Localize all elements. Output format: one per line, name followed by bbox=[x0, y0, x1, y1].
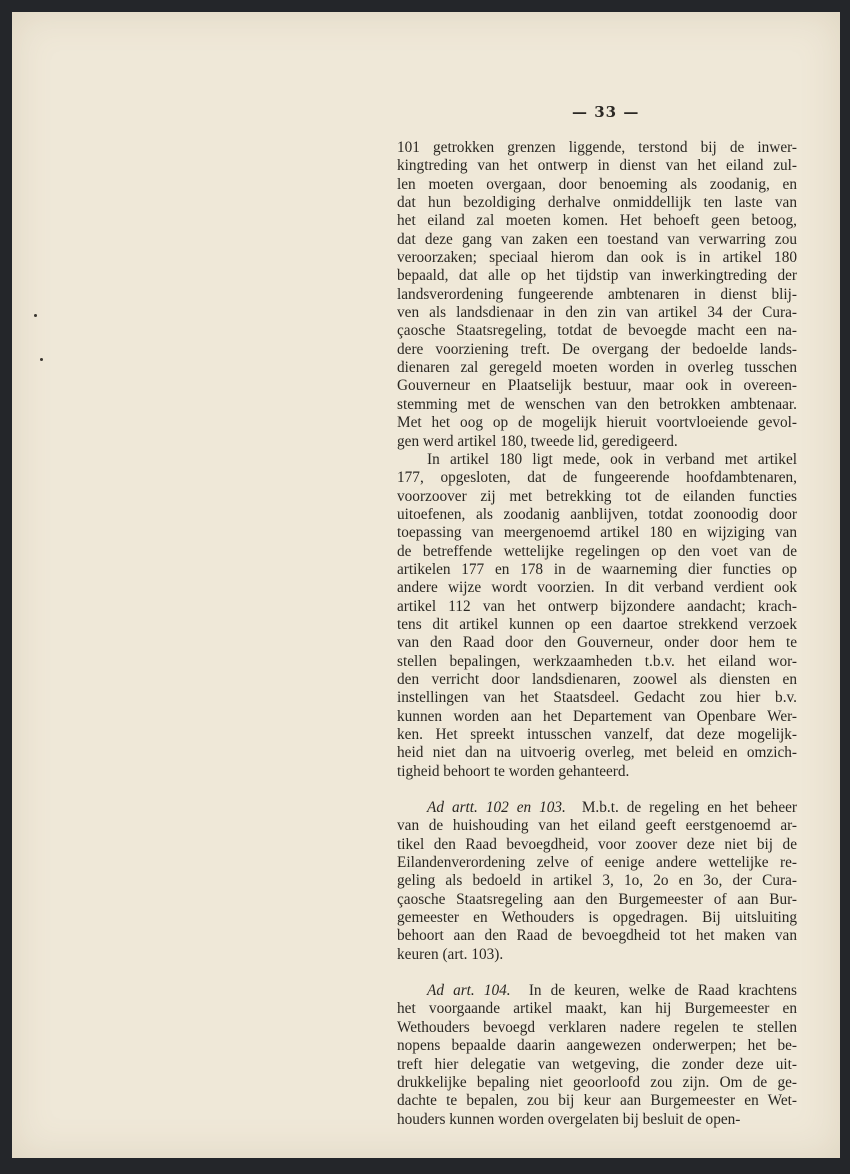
text-line: M.b.t. de regeling en het beheer bbox=[581, 799, 797, 817]
page-number: — 33 — bbox=[572, 103, 640, 121]
text-line: 177, opgesloten, dat de fungeerende hoofdambtenaren, bbox=[397, 469, 797, 487]
paragraph-2 bbox=[397, 451, 797, 781]
text-line: andere wijze wordt voorzien. In dit verband verdient ook bbox=[397, 579, 797, 597]
text-line: houders kunnen worden overgelaten bij besluit de open- bbox=[397, 1110, 741, 1128]
text-line: tikel den Raad bevoegdheid, voor zoover deze niet bij de bbox=[397, 835, 797, 853]
text-line: Gouverneur en Plaatselijk bestuur, maar ook in overeen- bbox=[397, 377, 797, 395]
section-heading: Ad artt. 102 en 103. bbox=[427, 799, 566, 817]
text-line: nopens bepaalde daarin aangewezen onderwerpen; het be- bbox=[397, 1037, 797, 1055]
paragraph-ad-art-104 bbox=[397, 982, 797, 1129]
margin-dot bbox=[40, 358, 43, 361]
text-line: In de keuren, welke de Raad krachtens bbox=[528, 982, 797, 1000]
paragraph-ad-artt-102-103 bbox=[397, 799, 797, 964]
text-line: artikelen 177 en 178 in de waarneming dier functies op bbox=[397, 560, 797, 578]
text-line: geling als bedoeld in artikel 3, 1o, 2o en 3o, der Cura- bbox=[397, 872, 797, 890]
text-line: van den Raad door den Gouverneur, onder door hem te bbox=[397, 634, 797, 652]
text-line: ken. Het spreekt intusschen vanzelf, dat deze mogelijk- bbox=[397, 726, 797, 743]
text-line: kunnen worden aan het Departement van Openbare Wer- bbox=[397, 707, 797, 725]
text-line: behoort aan den Raad de bevoegdheid tot het maken van bbox=[397, 927, 797, 945]
text-line: Eilandenverordening zelve of eenige andere wettelijke re- bbox=[397, 854, 797, 872]
text-line: het eiland zal moeten komen. Het behoeft geen betoog, bbox=[397, 212, 797, 230]
text-line: gemeester en Wethouders is opgedragen. Bij uitsluiting bbox=[397, 909, 797, 927]
text-line: toepassing van meergenoemd artikel 180 en wijziging van bbox=[397, 524, 797, 542]
text-line: van de huishouding van het eiland geeft eerstgenoemd ar- bbox=[397, 817, 797, 835]
text-line: stellen bepalingen, werkzaamheden t.b.v. het eiland wor- bbox=[397, 652, 797, 670]
margin-dot bbox=[34, 314, 37, 317]
text-line: In artikel 180 ligt mede, ook in verband met artikel bbox=[427, 450, 797, 468]
text-line: tens dit artikel kunnen op een daartoe strekkend verzoek bbox=[397, 615, 797, 633]
body-text bbox=[397, 139, 797, 1129]
text-line: landsverordening fungeerende ambtenaren in dienst blij- bbox=[397, 285, 797, 303]
paragraph-1 bbox=[397, 139, 797, 451]
text-line: instellingen van het Staatsdeel. Gedacht zou hier b.v. bbox=[397, 689, 797, 707]
text-line: Wethouders bevoegd verklaren nadere regelen te stellen bbox=[397, 1018, 797, 1036]
text-line: stemming met de wenschen van den betrokken ambtenaar. bbox=[397, 395, 797, 413]
text-line: uitoefenen, als zoodanig aanblijven, totdat zoonoodig door bbox=[397, 505, 797, 523]
text-line: treft hier delegatie van wetgeving, die zonder deze uit- bbox=[397, 1055, 797, 1073]
text-line: bepaald, dat alle op het tijdstip van inwerkingtreding der bbox=[397, 267, 797, 285]
text-line: voorzoover zij met betrekking tot de eilanden functies bbox=[397, 487, 797, 505]
text-line: çaosche Staatsregeling, totdat de bevoegde macht een na- bbox=[397, 322, 797, 340]
text-line: dere voorziening treft. De overgang der bedoelde lands- bbox=[397, 340, 797, 358]
section-heading: Ad art. 104. bbox=[427, 982, 511, 1000]
text-line: 101 getrokken grenzen liggende, terstond bij de inwer- bbox=[397, 139, 797, 156]
text-line: gen werd artikel 180, tweede lid, geredigeerd. bbox=[397, 432, 678, 450]
text-line: dachte te bepalen, zou bij keur aan Burgemeester en Wet- bbox=[397, 1092, 797, 1110]
text-line: len moeten overgaan, door benoeming als zoodanig, en bbox=[397, 175, 797, 193]
text-line: ven als landsdienaar in den zin van artikel 34 der Cura- bbox=[397, 304, 797, 322]
text-line: den verricht door landsdienaren, zoowel als diensten en bbox=[397, 670, 797, 688]
text-line: kingtreding van het ontwerp in dienst van het eiland zul- bbox=[397, 157, 797, 175]
text-line: Met het oog op de mogelijk hieruit voortvloeiende gevol- bbox=[397, 414, 797, 432]
text-line: de betreffende wettelijke regelingen op den voet van de bbox=[397, 542, 797, 560]
text-line: dienaren zal geregeld moeten worden in overleg tusschen bbox=[397, 359, 797, 377]
document-page bbox=[12, 12, 840, 1158]
text-line: veroorzaken; speciaal hierom dan ook is in artikel 180 bbox=[397, 249, 797, 267]
text-line: tigheid behoort te worden gehanteerd. bbox=[397, 762, 630, 780]
text-line: keuren (art. 103). bbox=[397, 945, 504, 963]
text-line: het voorgaande artikel maakt, kan hij Burgemeester en bbox=[397, 1000, 797, 1018]
text-line: drukkelijke bepaling niet geoorloofd zou zijn. Om de ge- bbox=[397, 1073, 797, 1091]
text-line: çaosche Staatsregeling aan den Burgemeester of aan Bur- bbox=[397, 890, 797, 908]
text-line: heid niet dan na uitvoerig overleg, met beleid en omzich- bbox=[397, 744, 797, 762]
text-line: dat deze gang van zaken een toestand van verwarring zou bbox=[397, 230, 797, 248]
text-line: artikel 112 van het ontwerp bijzondere aandacht; krach- bbox=[397, 597, 797, 615]
text-line: dat hun bezoldiging derhalve onmiddellijk ten laste van bbox=[397, 194, 797, 212]
